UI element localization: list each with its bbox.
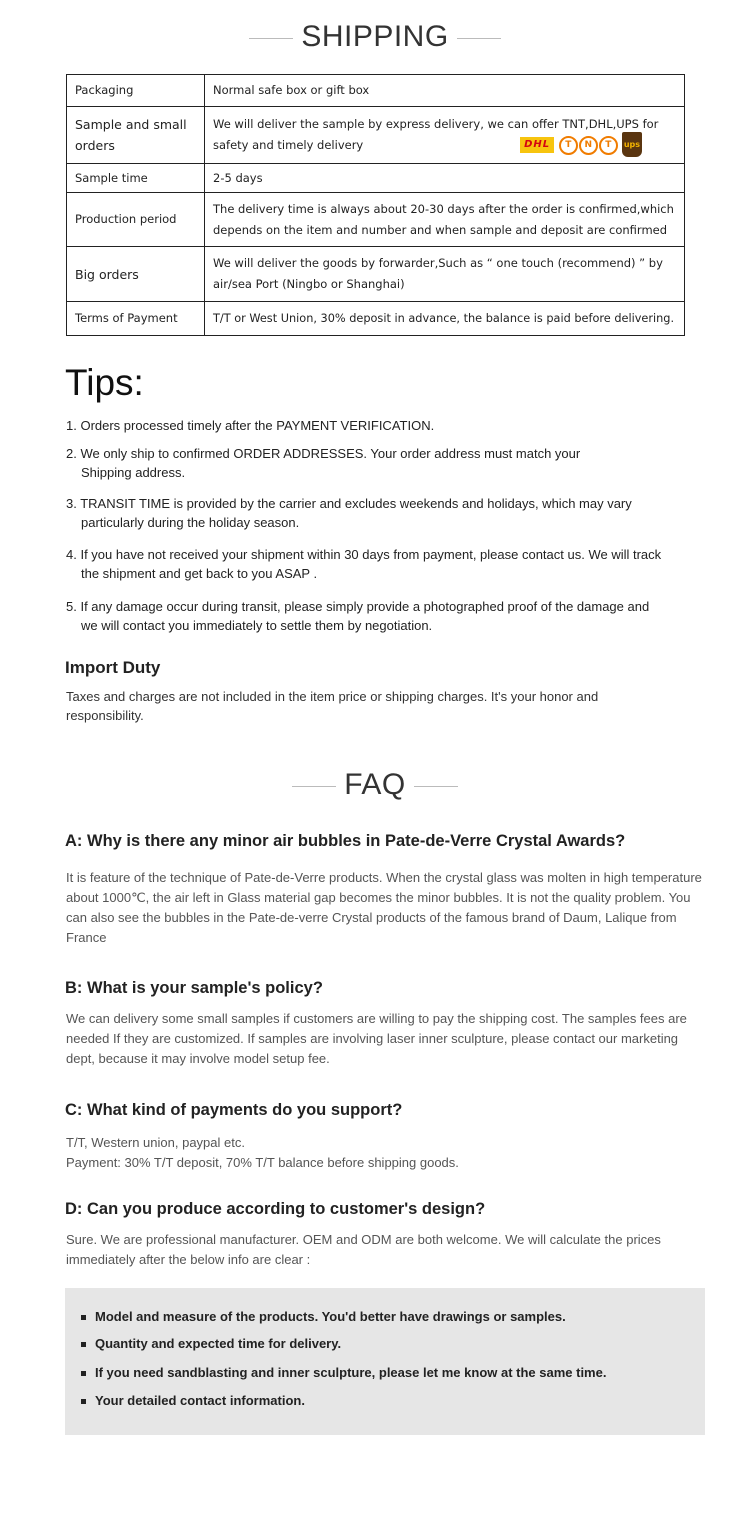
faq-question: B: What is your sample's policy? <box>65 979 323 997</box>
faq-title-text: FAQ <box>344 768 406 801</box>
tip-line: particularly during the holiday season. <box>81 515 300 530</box>
row-key: Terms of Payment <box>67 302 205 336</box>
tip-item <box>66 494 726 532</box>
row-key: Packaging <box>67 75 205 107</box>
row-key: Sample and small orders <box>67 107 205 164</box>
bullet-item: Model and measure of the products. You'd better have drawings or samples. <box>81 1309 566 1324</box>
row-value: We will deliver the goods by forwarder,Such as “ one touch (recommend) ” by air/sea Port (Ningbo or Shanghai) <box>205 247 685 302</box>
tnt-logo-n: N <box>579 136 598 155</box>
tip-line: 5. If any damage occur during transit, please simply provide a photographed proof of the damage and <box>66 599 650 614</box>
import-duty-title: Import Duty <box>65 658 161 677</box>
row-value-text: We will deliver the sample by express delivery, we can offer TNT,DHL,UPS for safety and timely delivery <box>213 116 659 152</box>
shipping-title-text: SHIPPING <box>301 20 449 53</box>
tip-line: Shipping address. <box>81 465 186 480</box>
table-row <box>67 302 685 336</box>
faq-question: C: What kind of payments do you support? <box>65 1101 403 1119</box>
table-row <box>67 164 685 193</box>
faq-question: A: Why is there any minor air bubbles in Pate-de-Verre Crystal Awards? <box>65 832 626 850</box>
faq-answer: It is feature of the technique of Pate-de-Verre products. When the crystal glass was molten in high temperature about 1000℃, the air left in Glass material gap becomes the minor bubbles. It is not the quality problem. You can also see the bubbles in the Pate-de-verre Crystal products of the famous brand of Daum, Lalique from France <box>66 870 702 945</box>
table-row <box>67 75 685 107</box>
ups-logo: ups <box>622 132 642 157</box>
faq-answer-line: T/T, Western union, paypal etc. <box>66 1135 245 1150</box>
tip-line: the shipment and get back to you ASAP . <box>81 566 318 581</box>
shipping-title <box>0 20 750 54</box>
bullet-item: Your detailed contact information. <box>81 1393 305 1408</box>
carrier-logos <box>520 132 642 157</box>
bullet-item: If you need sandblasting and inner sculpture, please let me know at the same time. <box>81 1365 606 1380</box>
faq-title <box>0 768 750 802</box>
row-key: Sample time <box>67 164 205 193</box>
row-value: The delivery time is always about 20-30 days after the order is confirmed,which depends on the item and number and when sample and deposit are confirmed <box>205 193 685 247</box>
tip-line: 2. We only ship to confirmed ORDER ADDRESSES. Your order address must match your <box>66 446 581 461</box>
tnt-logo-t: T <box>559 136 578 155</box>
bullet-item: Quantity and expected time for delivery. <box>81 1336 341 1351</box>
tip-line: 1. Orders processed timely after the PAYMENT VERIFICATION. <box>66 418 435 433</box>
tip-line: 3. TRANSIT TIME is provided by the carrier and excludes weekends and holidays, which may vary <box>66 496 632 511</box>
requirements-box <box>65 1288 705 1435</box>
tip-line: 4. If you have not received your shipment within 30 days from payment, please contact us. We will track <box>66 547 662 562</box>
faq-answer: We can delivery some small samples if customers are willing to pay the shipping cost. The samples fees are needed If they are customized. If samples are involving laser inner sculpture, please contact our marketing dept, because it may involve model setup fee. <box>66 1011 687 1066</box>
faq-answer <box>66 1133 706 1173</box>
row-value: 2-5 days <box>205 164 685 193</box>
faq-answer-line: Payment: 30% T/T deposit, 70% T/T balance before shipping goods. <box>66 1155 459 1170</box>
tnt-logo-t2: T <box>599 136 618 155</box>
tip-item <box>66 545 746 583</box>
row-value <box>205 107 685 164</box>
row-key: Production period <box>67 193 205 247</box>
row-value: Normal safe box or gift box <box>205 75 685 107</box>
tip-item <box>66 416 726 435</box>
row-key: Big orders <box>67 247 205 302</box>
tip-item <box>66 444 726 482</box>
dhl-logo: DHL <box>520 137 554 153</box>
table-row <box>67 193 685 247</box>
tip-line: we will contact you immediately to settle them by negotiation. <box>81 618 433 633</box>
tip-item <box>66 597 726 635</box>
table-row <box>67 247 685 302</box>
faq-answer: Sure. We are professional manufacturer. OEM and ODM are both welcome. We will calculate the prices immediately after the below info are clear : <box>66 1232 661 1267</box>
tips-title: Tips: <box>65 362 144 403</box>
row-value: T/T or West Union, 30% deposit in advance, the balance is paid before delivering. <box>205 302 685 336</box>
shipping-table <box>66 74 685 336</box>
import-duty-text: Taxes and charges are not included in the item price or shipping charges. It's your honor and responsibility. <box>66 689 599 723</box>
faq-question: D: Can you produce according to customer's design? <box>65 1200 486 1218</box>
table-row <box>67 107 685 164</box>
